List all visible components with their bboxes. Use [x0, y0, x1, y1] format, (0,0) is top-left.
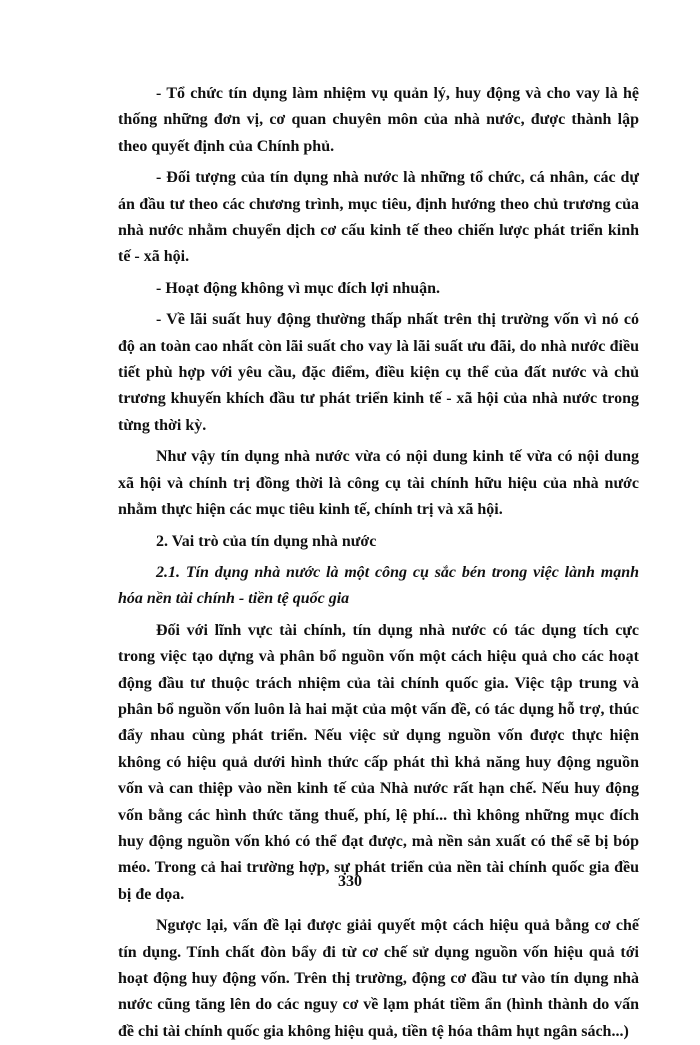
subsection-heading: 2.1. Tín dụng nhà nước là một công cụ sắc bén trong việc lành mạnh hóa nền tài chính - tiền tệ quốc gia: [118, 563, 639, 608]
paragraph-finance-role: Đối với lĩnh vực tài chính, tín dụng nhà nước có tác dụng tích cực trong việc tạo dựng và phân bổ nguồn vốn một cách hiệu quả cho các hoạt động đầu tư thuộc trách nhiệm của tài chính quốc gia. Việc tập trung và phân bổ nguồn vốn luôn là hai mặt của một vấn đề, có tác dụng hỗ trợ, thúc đẩy nhau cùng phát triển. Nếu việc sử dụng nguồn vốn được thực hiện không có hiệu quả dưới hình thức cấp phát thì khả năng huy động nguồn vốn và can thiệp vào nền kinh tế của Nhà nước rất hạn chế. Nếu huy động vốn bằng các hình thức tăng thuế, phí, lệ phí... thì không những mục đích huy động nguồn vốn khó có thể đạt được, mà nền sản xuất có thể sẽ bị bóp méo. Trong cả hai trường hợp, sự phát triển của nền tài chính quốc gia đều bị đe dọa.: [118, 621, 639, 903]
paragraph-credit-institutions: - Tổ chức tín dụng làm nhiệm vụ quản lý, huy động và cho vay là hệ thống những đơn vị, cơ quan chuyên môn của nhà nước, được thành lập theo quyết định của Chính phủ.: [118, 85, 639, 155]
section-heading: 2. Vai trò của tín dụng nhà nước: [156, 532, 377, 550]
paragraph-interest-rates: - Về lãi suất huy động thường thấp nhất trên thị trường vốn vì nó có độ an toàn cao nhất còn lãi suất cho vay là lãi suất ưu đãi, do nhà nước điều tiết phù hợp với yêu cầu, đặc điểm, điều kiện cụ thể của đất nước và chủ trương khuyến khích đầu tư phát triển kinh tế - xã hội của nhà nước trong từng thời kỳ.: [118, 311, 639, 434]
page-number: 330: [338, 873, 362, 890]
paragraph-credit-mechanism: Ngược lại, vấn đề lại được giải quyết một cách hiệu quả bằng cơ chế tín dụng. Tính chất đòn bẩy đi từ cơ chế sử dụng nguồn vốn hiệu quả tới hoạt động huy động vốn. Trên thị trường, động cơ đầu tư vào tín dụng nhà nước cũng tăng lên do các nguy cơ về lạm phát tiềm ẩn (hình thành do vấn đề chi tài chính quốc gia không hiệu quả, tiền tệ hóa thâm hụt ngân sách...): [118, 917, 639, 1040]
page-body: [118, 81, 639, 1045]
paragraph-credit-subjects: - Đối tượng của tín dụng nhà nước là những tổ chức, cá nhân, các dự án đầu tư theo các chương trình, mục tiêu, định hướng theo chủ trương của nhà nước nhằm chuyển dịch cơ cấu kinh tế theo chiến lược phát triển kinh tế - xã hội.: [118, 169, 639, 266]
paragraph-summary: Như vậy tín dụng nhà nước vừa có nội dung kinh tế vừa có nội dung xã hội và chính trị đồng thời là công cụ tài chính hữu hiệu của nhà nước nhằm thực hiện các mục tiêu kinh tế, chính trị và xã hội.: [118, 448, 639, 519]
paragraph-non-profit: - Hoạt động không vì mục đích lợi nhuận.: [156, 279, 441, 297]
